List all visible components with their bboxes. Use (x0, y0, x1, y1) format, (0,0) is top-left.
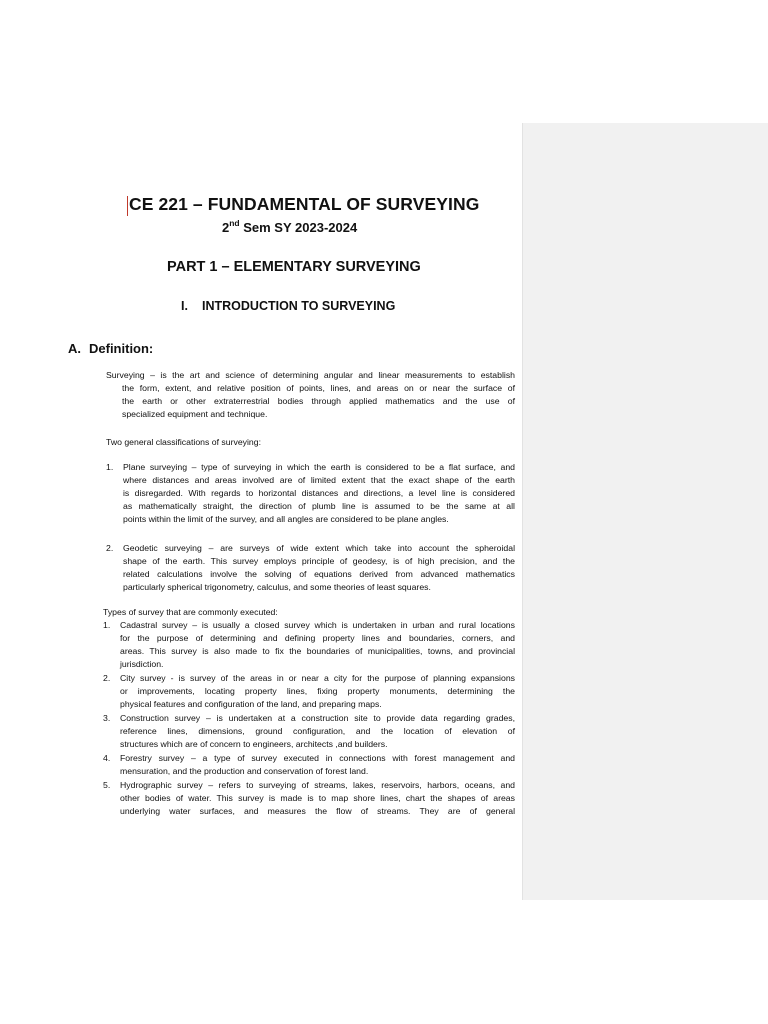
list-line: underlying water surfaces, and measures the flow of streams. They are of general (120, 806, 515, 816)
list-number: 1. (103, 620, 111, 630)
list-line: for the purpose of determining and defining property lines and boundaries, corners, and (120, 633, 515, 643)
definition-line: specialized equipment and technique. (122, 409, 268, 419)
list-line: areas. This survey is also made to fix the boundaries of municipalities, towns, and provincial (120, 646, 515, 656)
list-number: 1. (106, 462, 114, 472)
list-line: Construction survey – is undertaken at a construction site to provide data regarding grades, (120, 713, 515, 723)
list-line: Forestry survey – a type of survey executed in connections with forest management and (120, 753, 515, 763)
types-intro-text: Types of survey that are commonly executed: (103, 607, 278, 617)
list-line: Plane surveying – type of surveying in which the earth is considered to be a flat surface, and (123, 462, 515, 472)
list-number: 5. (103, 780, 111, 790)
section-title: INTRODUCTION TO SURVEYING (202, 299, 396, 313)
semester-text: Sem SY 2023-2024 (239, 220, 358, 235)
definition-line: Surveying – is the art and science of determining angular and linear measurements to establish (106, 370, 515, 380)
list-line: Cadastral survey – is usually a closed survey which is undertaken in urban and rural locations (120, 620, 515, 630)
list-line: as mathematically straight, the direction of plumb line is assumed to be the same at all (123, 501, 515, 511)
list-line: shape of the earth. This survey employs principle of geodesy, is of high precision, and the (123, 556, 515, 566)
list-line: Hydrographic survey – refers to surveying of streams, lakes, reservoirs, harbors, oceans, and (120, 780, 515, 790)
list-line: particularly spherical trigonometry, calculus, and some theories of least squares. (123, 582, 431, 592)
classifications-intro (106, 436, 261, 449)
document-title: CE 221 – FUNDAMENTAL OF SURVEYING (129, 194, 480, 214)
semester-ordinal-suffix: nd (229, 217, 240, 228)
list-line: jurisdiction. (120, 659, 164, 669)
classifications-intro-text: Two general classifications of surveying: (106, 437, 261, 447)
list-line: points within the limit of the survey, and all angles are considered to be plane angles. (123, 514, 449, 524)
comment-pane[interactable] (522, 123, 768, 900)
list-line: related calculations involve the solving of equations derived from advanced mathematics (123, 569, 515, 579)
list-number: 3. (103, 713, 111, 723)
subsection-label: A. (68, 341, 81, 356)
list-line: is disregarded. With regards to horizontal distances and directions, a level line is considered (123, 488, 515, 498)
text-cursor (127, 196, 128, 216)
definition-line: the form, extent, and relative position of points, lines, and areas on or near the surface of (122, 383, 515, 393)
list-line: reference lines, dimensions, ground configuration, and the location of elevation of (120, 726, 515, 736)
part-title: PART 1 – ELEMENTARY SURVEYING (167, 259, 421, 275)
subsection-title: Definition: (89, 341, 154, 356)
list-number: 2. (106, 543, 114, 553)
list-line: mensuration, and the production and conservation of forest land. (120, 766, 369, 776)
semester-line (222, 217, 358, 235)
list-line: physical features and configuration of the land, and preparing maps. (120, 699, 382, 709)
definition-line: the earth or other extraterrestrial bodies through applied mathematics and the use of (122, 396, 515, 406)
section-number: I. (181, 299, 188, 313)
semester-ordinal: 2 (222, 220, 230, 235)
list-line: where distances and areas involved are of limited extent that the exact shape of the earth (123, 475, 515, 485)
comment-pane-border (522, 123, 523, 900)
list-line: other bodies of water. This survey is made is to map shore lines, chart the shapes of areas (120, 793, 515, 803)
list-line: or improvements, locating property lines, fixing property monuments, determining the (120, 686, 515, 696)
list-line: structures which are of concern to engineers, architects ,and builders. (120, 739, 388, 749)
types-intro (103, 606, 278, 619)
list-number: 2. (103, 673, 111, 683)
definition-paragraph (106, 369, 515, 421)
list-line: Geodetic surveying – are surveys of wide extent which take into account the spheroidal (123, 543, 515, 553)
list-line: City survey - is survey of the areas in or near a city for the purpose of planning expansions (120, 673, 515, 683)
list-number: 4. (103, 753, 111, 763)
